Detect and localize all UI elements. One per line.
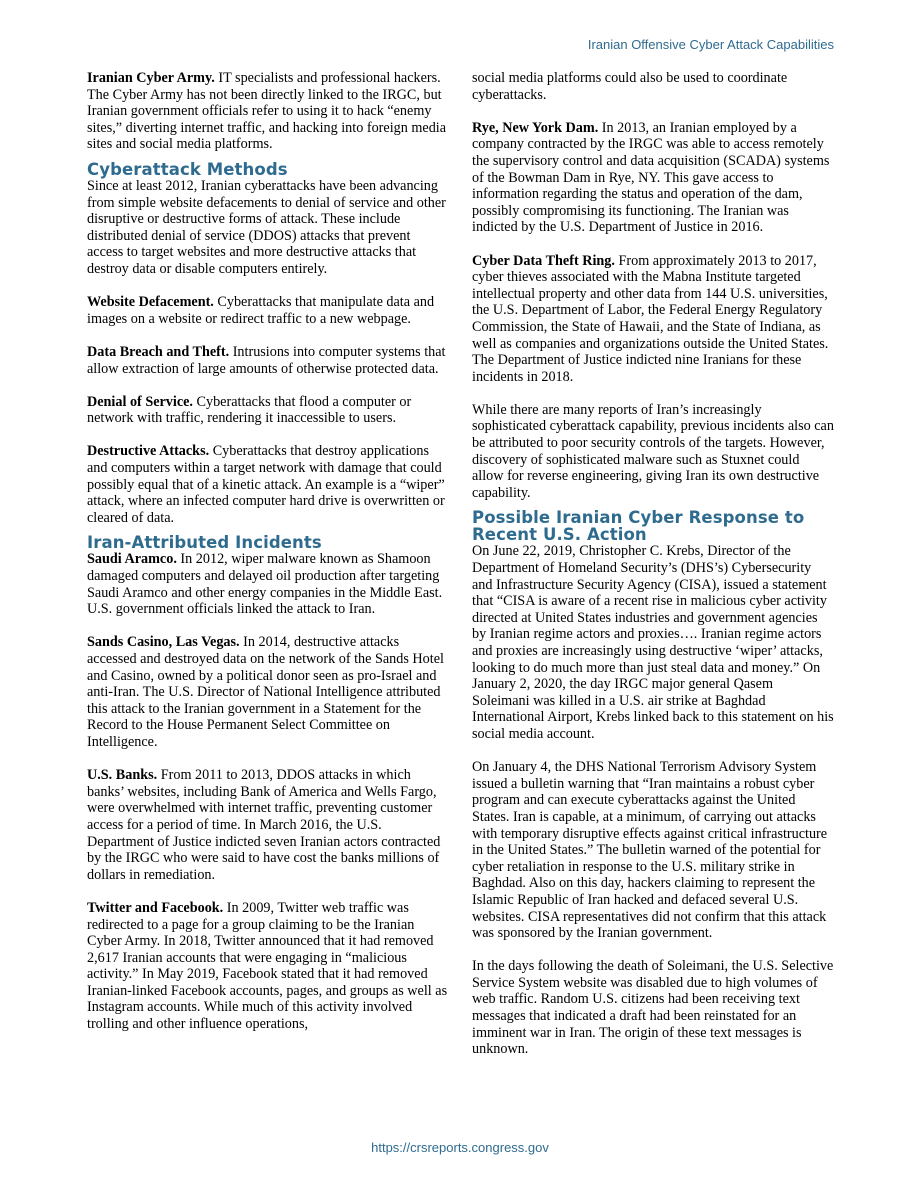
heading-iran-attributed-incidents: Iran-Attributed Incidents: [87, 533, 322, 553]
heading-cyberattack-methods: Cyberattack Methods: [87, 159, 288, 179]
paragraph-dhs-bulletin: On January 4, the DHS National Terrorism Advisory System issued a bulletin warning that “Iran maintains a robust cyber program and can execute cyberattacks against the United States. Iran is capable, at a minimum, of carrying out attacks with temporary disruptive effects against critical infrastructure in the United States.” The bulletin warned of the potential for cyber retaliation in response to the U.S. military strike in Baghdad. Also on this day, hackers claiming to represent the Islamic Republic of Iran hacked and defaced several U.S. websites. CISA representatives did not confirm that this attack was sponsored by the Iranian government.: [472, 759, 828, 942]
paragraph-krebs-statement: On June 22, 2019, Christopher C. Krebs, Director of the Department of Homeland Security’s (DHS’s) Cybersecurity and Infrastructure Security Agency (CISA), issued a statement that “CISA is aware of a recent rise in malicious cyber activity directed at United States industries and government agencies by Iranian regime actors and proxies…. Iranian regime actors and proxies are increasingly using destructive ‘wiper’ attacks, looking to do much more than just steal data and money.” On January 2, 2020, the day IRGC major general Qasem Soleimani was killed in a U.S. air strike at Baghdad International Airport, Krebs linked back to this statement on his social media account.: [472, 543, 834, 742]
term-iranian-cyber-army: Iranian Cyber Army.: [87, 70, 215, 86]
paragraph-twitter-facebook: Twitter and Facebook. In 2009, Twitter web traffic was redirected to a page for a group claiming to be the Iranian Cyber Army. In 2018, Twitter announced that it had removed 2,617 Iranian accounts that were engaging in “malicious activity.” In May 2019, Facebook stated that it had removed Iranian-linked Facebook accounts, pages, and groups as well as Instagram accounts. While much of this activity involved trolling and other influence operations,: [87, 899, 448, 1033]
heading-possible-response: Possible Iranian Cyber Response to Recent U.S. Action: [472, 508, 805, 545]
paragraph-destructive-attacks: Destructive Attacks. Cyberattacks that destroy applications and computers within a target network with damage that could possibly equal that of a kinetic attack. An example is a “wiper” attack, where an infected computer hard drive is overwritten or cleared of data.: [87, 443, 445, 526]
paragraph-data-theft-ring: Cyber Data Theft Ring. From approximately 2013 to 2017, cyber thieves associated with the Mabna Institute targeted intellectual property and other data from 144 U.S. universities, the U.S. Department of Labor, the Federal Energy Regulatory Commission, the State of Hawaii, and the State of Indiana, as well as companies and organizations outside the United States. The Department of Justice indicted nine Iranians for these incidents in 2018.: [472, 252, 829, 385]
paragraph-continued: social media platforms could also be used to coordinate cyberattacks.: [472, 70, 788, 103]
footer-url[interactable]: https://crsreports.congress.gov: [371, 1140, 549, 1155]
paragraph-denial-of-service: Denial of Service. Cyberattacks that flood a computer or network with traffic, rendering it inaccessible to users.: [87, 393, 412, 427]
paragraph-rye-dam: Rye, New York Dam. In 2013, an Iranian employed by a company contracted by the IRGC was able to access remotely the supervisory control and data acquisition (SCADA) systems of the Bowman Dam in Rye, NY. This gave access to information regarding the status and operation of the dam, possibly compromising its functioning. The Iranian was indicted by the U.S. Department of Justice in 2016.: [472, 119, 830, 236]
paragraph-iranian-cyber-army: Iranian Cyber Army. IT specialists and professional hackers. The Cyber Army has not been directly linked to the IRGC, but Iranian government officials refer to using it to hack “enemy sites,” diverting internet traffic, and hacking into foreign media sites and social media platforms.: [87, 70, 447, 153]
paragraph-methods-intro: Since at least 2012, Iranian cyberattacks have been advancing from simple website defacements to denial of service and other disruptive or destructive forms of attack. These include distributed denial of service (DDOS) attacks that prevent access to target websites and more destructive attacks that destroy data or disable computers entirely.: [87, 177, 446, 277]
paragraph-capability-summary: While there are many reports of Iran’s increasingly sophisticated cyberattack capability, previous incidents also can be attributed to poor security controls of the targets. However, discovery of sophisticated malware such as Stuxnet could allow for reverse engineering, giving Iran its own destructive capability.: [472, 401, 834, 501]
paragraph-us-banks: U.S. Banks. From 2011 to 2013, DDOS attacks in which banks’ websites, including Bank of America and Wells Fargo, were overwhelmed with internet traffic, preventing customer access for a period of time. In March 2016, the U.S. Department of Justice indicted seven Iranian actors contracted by the IRGC who were said to have cost the banks millions of dollars in remediation.: [87, 767, 441, 883]
paragraph-sands-casino: Sands Casino, Las Vegas. In 2014, destructive attacks accessed and destroyed data on the network of the Sands Hotel and Casino, owned by a political donor seen as pro-Israel and anti-Iran. The U.S. Director of National Intelligence attributed this attack to the Iranian government in a Statement for the Record to the House Permanent Select Committee on Intelligence.: [87, 634, 444, 750]
paragraph-website-defacement: Website Defacement. Cyberattacks that manipulate data and images on a website or redirect traffic to a new webpage.: [87, 294, 435, 327]
left-column: [87, 70, 449, 1049]
paragraph-selective-service: In the days following the death of Soleimani, the U.S. Selective Service System website was disabled due to high volumes of web traffic. Random U.S. citizens had been receiving text messages that indicated a draft had been reinstated for an imminent war in Iran. The origin of these text messages is unknown.: [472, 958, 834, 1058]
paragraph-data-breach: Data Breach and Theft. Intrusions into computer systems that allow extraction of large amounts of otherwise protected data.: [87, 343, 446, 377]
running-header: Iranian Offensive Cyber Attack Capabilities: [587, 37, 834, 52]
right-column: [472, 70, 834, 1074]
paragraph-saudi-aramco: Saudi Aramco. In 2012, wiper malware known as Shamoon damaged computers and delayed oil production after targeting Saudi Aramco and other energy companies in the Middle East. U.S. government officials linked the attack to Iran.: [87, 551, 443, 618]
